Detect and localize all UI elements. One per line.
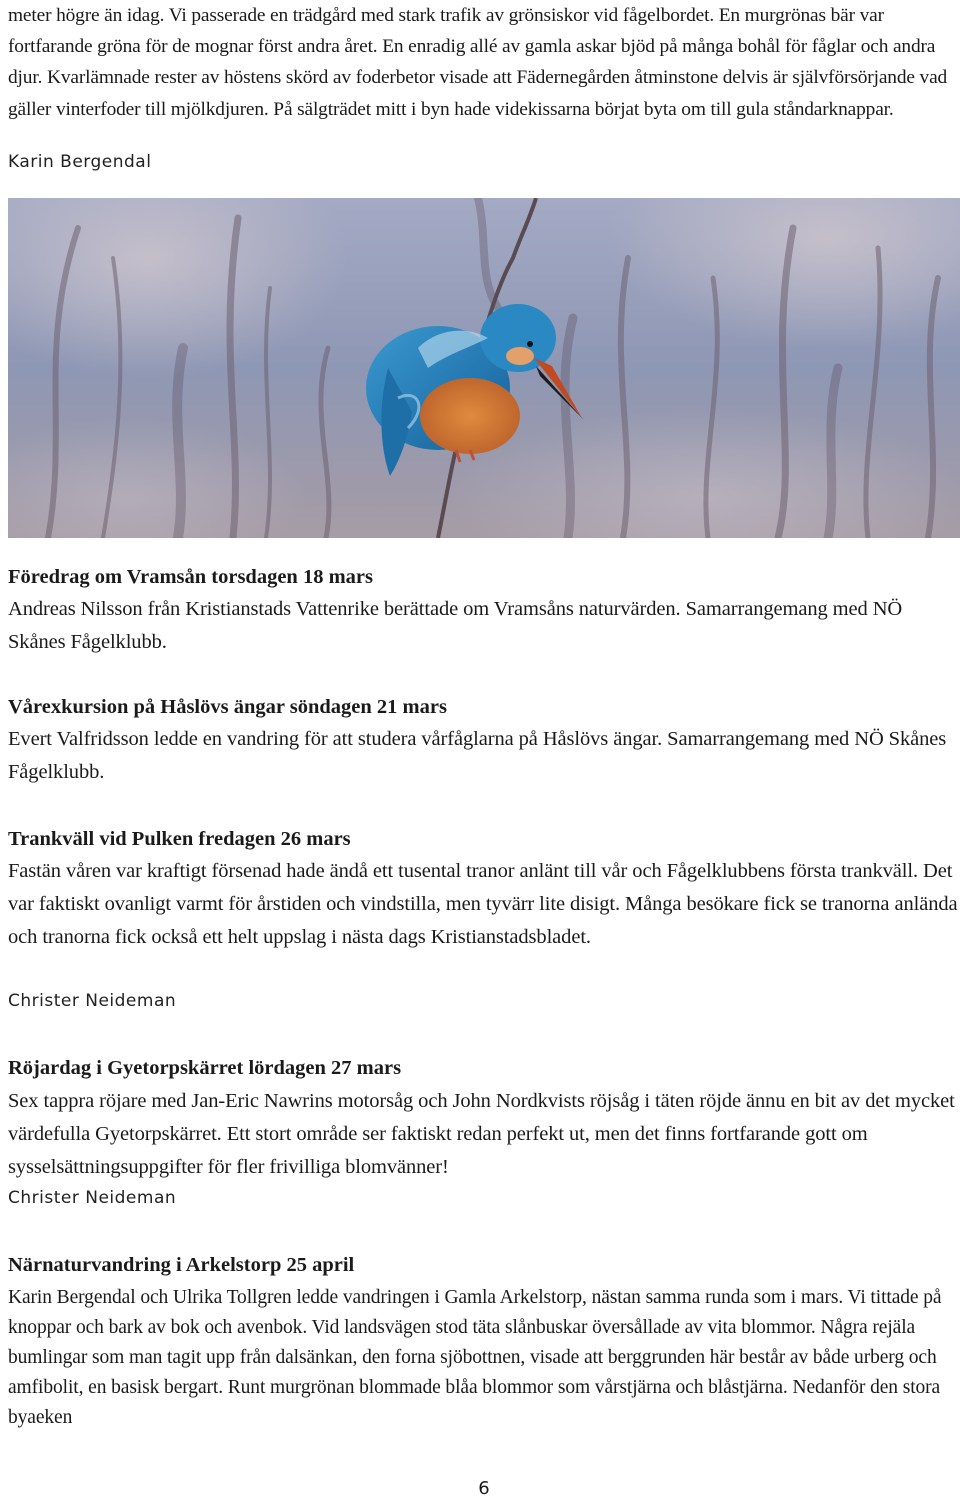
- section-signature: Christer Neideman: [8, 1188, 177, 1208]
- section-heading: Trankväll vid Pulken fredagen 26 mars: [8, 828, 351, 850]
- section-body: Sex tappra röjare med Jan-Eric Nawrins motorsåg och John Nordkvists röjsåg i täten röjde ännu en bit av det mycket värdefulla Gyetorpskärret. Ett stort område ser faktiskt redan perfekt ut, men det finns fortfarande gott om sysselsättningsuppgifter för fler frivilliga blomvänner!: [8, 1090, 955, 1178]
- section-body: Fastän våren var kraftigt försenad hade ändå ett tusental tranor anlänt till vår och Fågelklubbens första trankväll. Det var faktiskt ovanligt varmt för årstiden och vindstilla, men tyvärr lite disigt. Många besökare fick se tranorna anlända och tranorna fick också ett helt uppslag i nästa dags Kristianstadsbladet.: [8, 860, 958, 948]
- section-body: Evert Valfridsson ledde en vandring för att studera vårfåglarna på Håslövs ängar. Samarrangemang med NÖ Skånes Fågelklubb.: [8, 728, 947, 783]
- section-body: Karin Bergendal och Ulrika Tollgren ledde vandringen i Gamla Arkelstorp, nästan samma runda som i mars. Vi tittade på knoppar och bark av bok och avenbok. Vid landsvägen stod täta slånbuskar översållade av vita blommor. Några rejäla bumlingar som man tagit upp från dalsänkan, den forna sjöbottnen, visade att berggrunden här består av både urberg och amfibolit, en basisk bergart. Runt murgrönan blommade blåa blommor som vårstjärna och blåstjärna. Nedanför den stora byaeken: [8, 1287, 942, 1428]
- page-number: 6: [478, 1478, 490, 1499]
- section-heading: Närnaturvandring i Arkelstorp 25 april: [8, 1254, 355, 1276]
- section-heading: Vårexkursion på Håslövs ängar söndagen 21 mars: [8, 696, 447, 718]
- section-heading: Föredrag om Vramsån torsdagen 18 mars: [8, 566, 373, 588]
- section-signature: Christer Neideman: [8, 991, 177, 1011]
- section-heading: Röjardag i Gyetorpskärret lördagen 27 mars: [8, 1057, 402, 1079]
- section-body: Andreas Nilsson från Kristianstads Vattenrike berättade om Vramsåns naturvärden. Samarrangemang med NÖ Skånes Fågelklubb.: [8, 598, 903, 653]
- kingfisher-photo: [8, 198, 960, 538]
- intro-paragraph: meter högre än idag. Vi passerade en trädgård med stark trafik av grönsiskor vid fågelbordet. En murgrönas bär var fortfarande gröna för de mognar först andra året. En enradig allé av gamla askar bjöd på många bohål för fåglar och andra djur. Kvarlämnade rester av höstens skörd av foderbetor visade att Fädernegården åtminstone delvis är självförsörjande vad gäller vinterfoder till mjölkdjuren. På sälgträdet mitt i byn hade videkissarna börjat byta om till gula ståndarknappar.: [8, 5, 948, 120]
- intro-signature: Karin Bergendal: [8, 152, 152, 172]
